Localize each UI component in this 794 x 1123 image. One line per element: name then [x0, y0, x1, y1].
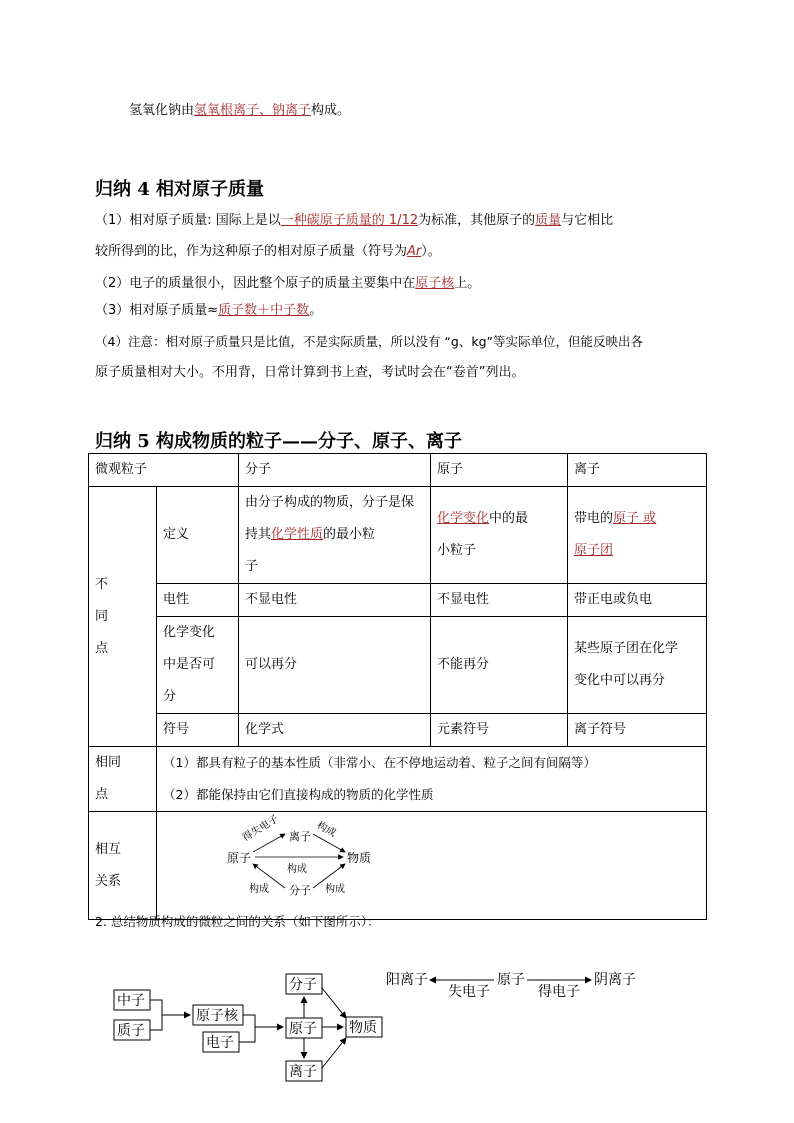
different-points-text: 不同点	[95, 576, 109, 656]
s4-p3-a: （3）相对原子质量≈	[95, 303, 219, 318]
row-charge	[89, 584, 707, 617]
s4-p1-line1	[95, 212, 613, 230]
label-charge: 电性	[157, 584, 239, 617]
label-definition: 定义	[157, 487, 239, 584]
row-divisible	[89, 617, 707, 714]
label-divisible-b: 中是否可	[163, 657, 216, 672]
same-point-2: （2）都能保持由它们直接构成的物质的化学性质	[163, 787, 434, 802]
def-ion-answer1: 原子 或	[613, 511, 657, 526]
intro-answer: 氢氧根离子、钠离子	[194, 103, 312, 118]
symbol-atom: 元素符号	[431, 714, 568, 747]
row-symbol	[89, 714, 707, 747]
s4-p2-b: 上。	[454, 276, 481, 291]
summary-gain-electron: 得电子	[538, 984, 580, 1000]
def-mol-line2	[245, 519, 424, 551]
s4-p1-c: 与它相比	[561, 213, 614, 228]
def-molecule	[239, 487, 431, 584]
summary-title: 2. 总结物质构成的微粒之间的关系（如下图所示）：	[95, 914, 380, 929]
s4-p3	[95, 302, 322, 320]
symbol-molecule: 化学式	[239, 714, 431, 747]
def-mol-answer: 化学性质	[271, 527, 324, 542]
intro-post: 构成。	[311, 103, 351, 118]
intro-line	[129, 102, 350, 120]
divisible-ion-b: 变化中可以再分	[574, 673, 666, 688]
divisible-ion-a: 某些原子团在化学	[574, 641, 679, 656]
s4-p1-answer3: Ar	[407, 244, 422, 259]
s4-p1-b: 为标准，其他原子的	[418, 213, 536, 228]
rel-form-4: 构成	[325, 884, 345, 895]
label-relations	[89, 812, 157, 920]
s4-p2-answer: 原子核	[415, 276, 455, 291]
summary-ion: 离子	[289, 1064, 317, 1080]
label-divisible-c: 分	[163, 689, 177, 704]
def-atom-a: 中的最	[489, 511, 529, 526]
same-points	[157, 747, 707, 812]
rel-gain-lose: 得失电子	[240, 813, 281, 844]
s4-p1-line2a: 较所得到的比，作为这种原子的相对原子质量（符号为	[95, 244, 408, 259]
def-ion	[568, 487, 707, 584]
summary-lose-electron: 失电子	[448, 984, 490, 1000]
def-mol-a: 由分子构成的物质，分子是保	[245, 495, 415, 510]
bracket-nucleons	[150, 1000, 162, 1030]
rel-form-3: 构成	[249, 884, 269, 895]
label-symbol: 符号	[157, 714, 239, 747]
rel-form-2: 构成	[287, 864, 307, 875]
relations-cell	[157, 812, 707, 920]
s4-p1-line2b: ）。	[421, 244, 441, 259]
def-atom	[431, 487, 568, 584]
header-ion: 离子	[568, 454, 707, 487]
def-ion-line1	[574, 503, 700, 535]
header-molecule: 分子	[239, 454, 431, 487]
s4-p4-line2: 原子质量相对大小。不用背，日常计算到书上查，考试时会在“卷首”列出。	[95, 365, 525, 380]
summary-cation: 阳离子	[386, 972, 428, 988]
def-ion-answer2: 原子团	[574, 543, 614, 558]
same-point-1: （1）都具有粒子的基本性质（非常小、在不停地运动着、粒子之间有间隔等）	[163, 755, 596, 770]
header-atom: 原子	[431, 454, 568, 487]
s4-p1-a: （1）相对原子质量: 国际上是以	[95, 213, 281, 228]
def-mol-d: 子	[245, 559, 259, 574]
row-relations	[89, 812, 707, 920]
table-header-row	[89, 454, 707, 487]
charge-molecule: 不显电性	[239, 584, 431, 617]
divisible-molecule: 可以再分	[239, 617, 431, 714]
charge-atom: 不显电性	[431, 584, 568, 617]
def-mol-b: 持其	[245, 527, 272, 542]
summary-molecule: 分子	[289, 977, 317, 993]
summary-neutron: 中子	[117, 993, 145, 1009]
def-ion-a: 带电的	[574, 511, 614, 526]
label-rel-a: 相互	[95, 841, 122, 857]
rel-substance: 物质	[347, 851, 372, 865]
s4-p3-b: 。	[309, 303, 323, 318]
label-rel-b: 关系	[95, 873, 122, 889]
divisible-ion	[568, 617, 707, 714]
symbol-ion: 离子符号	[568, 714, 707, 747]
summary-diagram	[100, 960, 660, 1085]
summary-atom2: 原子	[497, 972, 525, 988]
summary-anion: 阴离子	[594, 972, 636, 988]
row-definition	[89, 487, 707, 584]
def-atom-b: 小粒子	[437, 543, 477, 558]
arrow-ion-substance-2	[322, 1038, 346, 1068]
label-same-points	[89, 747, 157, 812]
def-mol-c: 的最小粒	[323, 527, 376, 542]
bracket-atom-parts	[239, 1015, 255, 1042]
row-same-points	[89, 747, 707, 812]
summary-proton: 质子	[117, 1023, 145, 1039]
def-atom-line1	[437, 503, 561, 535]
label-divisible-a: 化学变化	[163, 625, 216, 640]
section4-heading: 归纳 4 相对原子质量	[95, 179, 265, 200]
s4-p1-answer2: 质量	[535, 213, 562, 228]
s4-p2	[95, 275, 480, 293]
divisible-atom: 不能再分	[431, 617, 568, 714]
s4-p3-answer: 质子数＋中子数	[218, 303, 310, 318]
label-same-b: 点	[95, 787, 109, 802]
label-divisible	[157, 617, 239, 714]
intro-pre: 氢氧化钠由	[129, 103, 195, 118]
particles-table	[88, 453, 707, 920]
s4-p2-a: （2）电子的质量很小，因此整个原子的质量主要集中在	[95, 276, 416, 291]
rel-atom: 原子	[227, 851, 252, 865]
relations-diagram	[157, 812, 705, 906]
summary-substance: 物质	[349, 1020, 377, 1036]
s4-p1-line2	[95, 243, 441, 261]
summary-electron: 电子	[206, 1035, 234, 1051]
s4-p4-line1: （4）注意：相对原子质量只是比值，不是实际质量，所以没有 “g、kg”等实际单位，但能反映出各	[95, 334, 643, 349]
section5-heading: 归纳 5 构成物质的粒子——分子、原子、离子	[95, 431, 463, 452]
def-atom-answer: 化学变化	[437, 511, 490, 526]
summary-atom: 原子	[289, 1021, 317, 1037]
rel-molecule: 分子	[289, 884, 311, 897]
s4-p1-answer1: 一种碳原子质量的 1/12	[280, 213, 419, 228]
rel-form-1: 构成	[314, 820, 338, 840]
label-same-a: 相同	[95, 755, 122, 770]
label-different-points	[89, 487, 157, 747]
arrow-molecule-substance-2	[322, 988, 346, 1018]
rel-ion: 离子	[289, 830, 311, 843]
summary-nucleus: 原子核	[196, 1008, 238, 1024]
header-micro: 微观粒子	[89, 454, 239, 487]
charge-ion: 带正电或负电	[568, 584, 707, 617]
